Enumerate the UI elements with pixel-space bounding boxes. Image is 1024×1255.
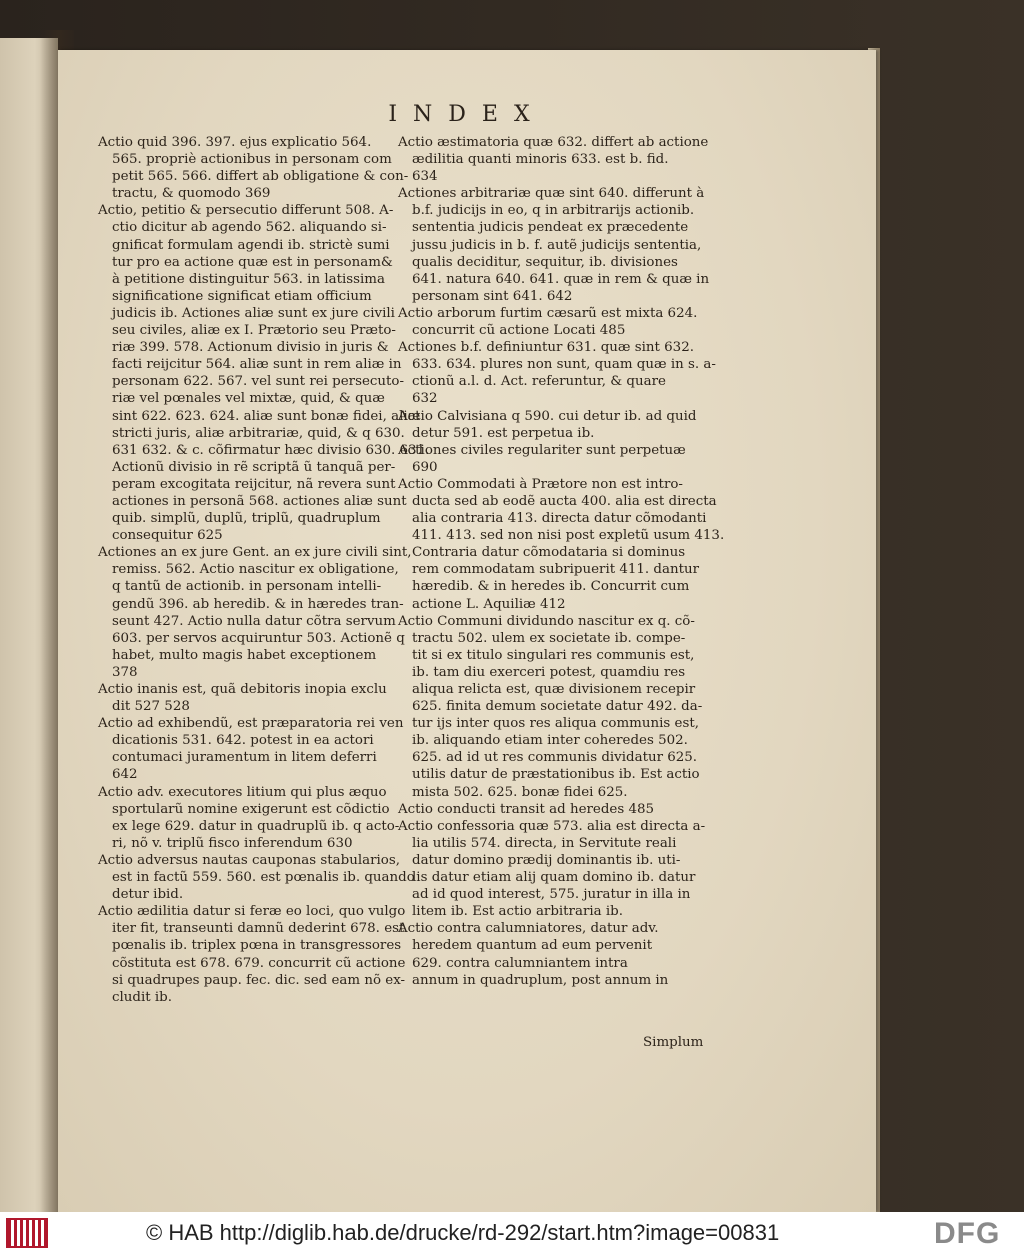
index-entry-line: ib. tam diu exerceri potest, quamdiu res xyxy=(412,664,686,680)
index-entry-line: concurrit cũ actione Locati 485 xyxy=(412,323,626,339)
index-entry-line: 633. 634. plures non sunt, quam quæ in s. a- xyxy=(412,357,716,373)
index-entry-line: peram excogitata reijcitur, nã revera sunt xyxy=(112,476,396,492)
index-entry-line: ex lege 629. datur in quadruplũ ib. q acto- xyxy=(112,818,400,834)
index-entry-line: Actio adv. executores litium qui plus æquo xyxy=(98,784,387,800)
index-entry-line: 642 xyxy=(112,767,138,783)
dfg-logo[interactable]: DFG xyxy=(934,1217,1001,1250)
index-entry-line: aliqua relicta est, quæ divisionem recepir xyxy=(412,682,696,697)
index-entry-line: Actio ædilitia datur si feræ eo loci, quo vulgo xyxy=(98,904,406,920)
index-entry-line: Actiones civiles regulariter sunt perpetuæ xyxy=(398,442,686,458)
page-header: INDEX xyxy=(388,102,546,127)
index-entry-line: dicationis 531. 642. potest in ea actori xyxy=(112,733,374,749)
index-entry-line: Actio contra calumniatores, datur adv. xyxy=(398,921,659,937)
index-entry-line: ctio dicitur ab agendo 562. aliquando si- xyxy=(112,220,387,236)
index-entry-line: Actiones an ex jure Gent. an ex jure civili sint, xyxy=(98,545,412,561)
index-entry-line: 629. contra calumniantem intra xyxy=(412,955,628,971)
index-entry-line: habet, multo magis habet exceptionem xyxy=(112,647,377,663)
index-entry-line: 690 xyxy=(412,459,438,475)
index-entry-line: ctionũ a.l. d. Act. referuntur, & quare xyxy=(412,374,666,390)
index-entry-line: rem commodatam subripuerit 411. dantur xyxy=(412,562,700,578)
index-entry-line: 603. per servos acquiruntur 503. Actionẽ q xyxy=(112,630,405,646)
index-entry-line: dit 527 528 xyxy=(112,699,190,715)
index-entry xyxy=(98,903,406,1006)
index-entry-line: tur pro ea actione quæ est in personam& xyxy=(112,254,393,270)
index-entry-line: remiss. 562. Actio nascitur ex obligatione, xyxy=(112,562,399,578)
index-entry-line: 625. finita demum societate datur 492. da- xyxy=(412,699,703,715)
index-entry-line: actiones in personã 568. actiones aliæ sunt xyxy=(112,493,407,509)
index-entry-line: Actio ad exhibendũ, est præparatoria rei ven xyxy=(98,716,404,732)
index-entry xyxy=(398,339,716,407)
index-entry xyxy=(398,801,692,818)
index-entry xyxy=(398,305,698,339)
index-entry-line: 378 xyxy=(112,664,138,680)
index-entry-line: tractu, & quomodo 369 xyxy=(112,186,271,202)
index-entry-line: cõstituta est 678. 679. concurrit cũ actione xyxy=(112,955,406,971)
index-entry-line: sententia judicis pendeat ex præcedente xyxy=(412,220,689,236)
index-entry-line: b.f. judicijs in eo, q in arbitrarijs actionib. xyxy=(412,203,695,219)
index-entry-line: tur ijs inter quos res aliqua communis est, xyxy=(412,716,699,732)
index-entry-line: Actio Communi dividundo nascitur ex q. cõ- xyxy=(398,613,695,629)
index-entry-line: mista 502. 625. bonæ fidei 625. xyxy=(412,784,628,800)
index-entry-line: riæ vel pœnales vel mixtæ, quid, & quæ xyxy=(112,391,385,407)
index-entry-line: detur 591. est perpetua ib. xyxy=(412,425,595,441)
index-entry-line: Actio adversus nautas cauponas stabularios, xyxy=(98,852,400,868)
index-entry-line: judicis ib. Actiones aliæ sunt ex jure civili xyxy=(112,305,395,321)
index-entry-line: 631 632. & c. cõfirmatur hæc divisio 630. 631. xyxy=(112,442,430,458)
index-entry-line: seunt 427. Actio nulla datur cõtra servum xyxy=(112,613,396,629)
index-column-right xyxy=(398,134,725,989)
index-entry-line: Actiones arbitrariæ quæ sint 640. differunt à xyxy=(398,186,705,202)
index-entry-line: petit 565. 566. differt ab obligatione & con- xyxy=(112,169,409,185)
index-entry-line: 565. propriè actionibus in personam com xyxy=(112,152,392,168)
index-entry-line: q tantũ de actionib. in personam intelli- xyxy=(112,579,382,595)
index-entry-line: pœnalis ib. triplex pœna in transgressores xyxy=(112,938,402,954)
index-entry-line: Actio inanis est, quã debitoris inopia exclu xyxy=(98,682,387,697)
index-entry-line: Actio conducti transit ad heredes 485 xyxy=(398,801,655,817)
index-entry-line: jussu judicis in b. f. autẽ judicijs sententia, xyxy=(412,237,702,253)
index-entry-line: Actio, petitio & persecutio differunt 508. A- xyxy=(98,203,394,219)
index-entry-line: lia utilis 574. directa, in Servitute reali xyxy=(412,835,677,851)
index-entry-line: Actiones b.f. definiuntur 631. quæ sint 632. xyxy=(398,340,694,356)
index-entry-line: est in factũ 559. 560. est pœnalis ib. quando xyxy=(112,870,415,886)
index-entry-line: ad id quod interest, 575. juratur in illa in xyxy=(412,887,691,903)
book-page xyxy=(58,50,876,1212)
index-entry-line: Actio æstimatoria quæ 632. differt ab actione xyxy=(398,135,709,150)
index-entry-line: detur ibid. xyxy=(112,887,184,903)
index-entry-line: 632 xyxy=(412,391,438,407)
index-entry-line: 634 xyxy=(412,169,438,185)
index-entry xyxy=(98,134,409,202)
index-entry-line: Actio confessoria quæ 573. alia est directa a- xyxy=(398,818,706,834)
index-entry-line: Actio quid 396. 397. ejus explicatio 564. xyxy=(98,135,372,150)
index-entry xyxy=(398,613,703,801)
hab-logo-icon[interactable] xyxy=(6,1218,48,1248)
index-entry-line: actione L. Aquiliæ 412 xyxy=(412,596,566,612)
index-entry-line: personam 622. 567. vel sunt rei persecuto- xyxy=(112,374,404,390)
index-entry-line: alia contraria 413. directa datur cõmodanti xyxy=(412,511,707,527)
copyright-link[interactable]: © HAB http://diglib.hab.de/drucke/rd-292/start.htm?image=00831 xyxy=(146,1220,780,1245)
index-entry-line: à petitione distinguitur 563. in latissima xyxy=(112,271,385,287)
index-entry-line: Contraria datur cõmodataria si dominus xyxy=(412,545,686,561)
index-entry-line: seu civiles, aliæ ex I. Prætorio seu Præto- xyxy=(112,323,396,339)
index-entry-line: facti reijcitur 564. aliæ sunt in rem aliæ in xyxy=(112,357,402,373)
index-entry-line: stricti juris, aliæ arbitrariæ, quid, & q 630. xyxy=(112,425,405,441)
index-entry-line: ri, nõ v. triplũ fisco inferendum 630 xyxy=(112,835,353,851)
index-entry-line: ædilitia quanti minoris 633. est b. fid. xyxy=(412,152,669,168)
index-entry-line: significatione significat etiam officium xyxy=(112,288,372,304)
index-entry xyxy=(98,715,404,783)
index-entry xyxy=(98,544,412,681)
index-entry xyxy=(398,408,697,442)
index-entry-line: sint 622. 623. 624. aliæ sunt bonæ fidei, aliæ xyxy=(112,408,421,424)
index-entry-line: utilis datur de præstationibus ib. Est actio xyxy=(412,767,700,783)
index-entry-line: contumaci juramentum in litem deferri xyxy=(112,750,377,766)
index-entry xyxy=(398,185,710,305)
index-entry-line: qualis deciditur, sequitur, ib. divisiones xyxy=(412,254,678,270)
index-entry xyxy=(398,134,709,185)
index-entry-line: riæ 399. 578. Actionum divisio in juris & xyxy=(112,340,389,356)
catchword: Simplum xyxy=(643,1035,704,1050)
footer-bar xyxy=(0,1212,1024,1255)
index-entry-line: Actionũ divisio in rẽ scriptã ũ tanquã per- xyxy=(112,459,396,475)
index-entry-line: 625. ad id ut res communis dividatur 625. xyxy=(412,750,698,766)
index-entry-line: hæredib. & in heredes ib. Concurrit cum xyxy=(412,579,690,595)
index-entry xyxy=(398,818,706,921)
index-entry-line: consequitur 625 xyxy=(112,528,223,544)
index-entry-line: 411. 413. sed non nisi post expletũ usum 413. xyxy=(412,528,725,544)
index-entry-line: datur domino prædij dominantis ib. uti- xyxy=(412,852,681,868)
index-entry-line: gendũ 396. ab heredib. & in hæredes tran- xyxy=(112,596,404,612)
index-entry-line: ducta sed ab eodẽ aucta 400. alia est directa xyxy=(412,493,717,509)
index-entry-line: quib. simplũ, duplũ, triplũ, quadruplum xyxy=(112,511,381,527)
index-entry-line: tit si ex titulo singulari res communis est, xyxy=(412,647,695,663)
index-entry xyxy=(398,476,725,613)
index-entry-line: Actio arborum furtim cæsarũ est mixta 624. xyxy=(398,305,698,321)
index-entry-line: sportularũ nomine exigerunt est cõdictio xyxy=(112,801,390,817)
index-entry-line: personam sint 641. 642 xyxy=(412,288,573,304)
index-entry-line: iter fit, transeunti damnũ dederint 678. est xyxy=(112,921,405,937)
index-entry xyxy=(398,920,692,988)
index-entry-line: 641. natura 640. 641. quæ in rem & quæ in xyxy=(412,271,710,287)
index-entry xyxy=(98,681,394,715)
index-entry-line: Actio Calvisiana q 590. cui detur ib. ad quid xyxy=(398,408,697,424)
index-entry xyxy=(398,442,692,476)
index-entry-line: si quadrupes paup. fec. dic. sed eam nõ ex- xyxy=(112,972,406,988)
index-entry-line: gnificat formulam agendi ib. strictè sumi xyxy=(112,237,390,253)
index-entry-line: heredem quantum ad eum pervenit xyxy=(412,938,653,954)
index-entry-line: Actio Commodati à Prætore non est intro- xyxy=(398,476,683,492)
index-entry-line: litem ib. Est actio arbitraria ib. xyxy=(412,904,623,920)
index-entry-line: cludit ib. xyxy=(112,989,173,1005)
index-entry-line: ib. aliquando etiam inter coheredes 502. xyxy=(412,733,688,749)
index-entry xyxy=(98,852,415,903)
index-entry-line: annum in quadruplum, post annum in xyxy=(412,972,669,988)
index-entry-line: lis datur etiam alij quam domino ib. datur xyxy=(412,870,696,886)
index-entry-line: tractu 502. ulem ex societate ib. compe- xyxy=(412,630,686,646)
index-entry xyxy=(98,784,400,852)
